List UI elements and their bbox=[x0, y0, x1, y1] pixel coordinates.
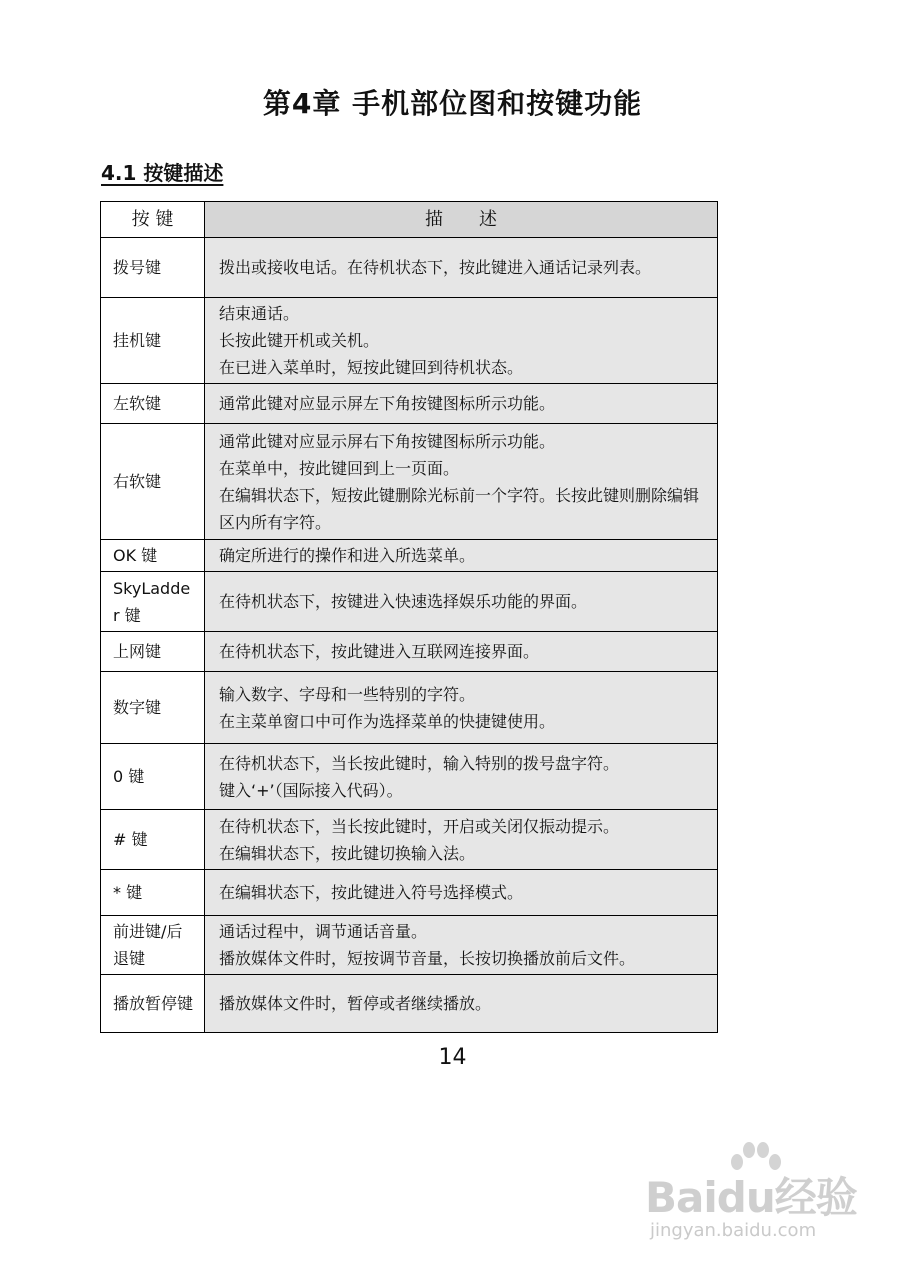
description-line: 键入‘+’（国际接入代码）。 bbox=[219, 780, 403, 800]
table-row bbox=[101, 298, 718, 384]
description-line: 通常此键对应显示屏右下角按键图标所示功能。 bbox=[219, 431, 556, 451]
description-line: 在待机状态下，按键进入快速选择娱乐功能的界面。 bbox=[219, 592, 588, 611]
description-line: 在主菜单窗口中可作为选择菜单的快捷键使用。 bbox=[219, 711, 556, 731]
key-description-cell bbox=[205, 975, 718, 1033]
description-line: 输入数字、字母和一些特别的字符。 bbox=[219, 684, 476, 704]
description-line: 在待机状态下，当长按此键时，输入特别的拨号盘字符。 bbox=[219, 753, 620, 773]
description-line: 播放媒体文件时，暂停或者继续播放。 bbox=[219, 994, 492, 1013]
key-name-cell: 上网键 bbox=[101, 632, 205, 672]
table-row bbox=[101, 744, 718, 810]
table-row bbox=[101, 540, 718, 572]
key-description-cell bbox=[205, 540, 718, 572]
description-line: 确定所进行的操作和进入所选菜单。 bbox=[219, 546, 476, 565]
key-name-cell: OK 键 bbox=[101, 540, 205, 572]
key-name-cell: # 键 bbox=[101, 810, 205, 870]
description-line: 播放媒体文件时，短按调节音量，长按切换播放前后文件。 bbox=[219, 949, 636, 968]
watermark bbox=[640, 1140, 860, 1250]
description-line: 拨出或接收电话。在待机状态下，按此键进入通话记录列表。 bbox=[219, 258, 652, 277]
table-header-row bbox=[101, 202, 718, 238]
key-description-cell bbox=[205, 572, 718, 632]
key-description-cell bbox=[205, 672, 718, 744]
description-line: 通话过程中，调节通话音量。 bbox=[219, 922, 428, 941]
key-name-cell: * 键 bbox=[101, 870, 205, 916]
table-row bbox=[101, 810, 718, 870]
description-line: 在待机状态下，当长按此键时，开启或关闭仅振动提示。 bbox=[219, 816, 620, 836]
key-name-cell: 右软键 bbox=[101, 424, 205, 540]
description-line: 在编辑状态下，按此键进入符号选择模式。 bbox=[219, 883, 524, 902]
table-row bbox=[101, 572, 718, 632]
section-heading: 4.1 按键描述 bbox=[101, 161, 224, 185]
header-key: 按 键 bbox=[101, 202, 205, 238]
key-name-cell: 数字键 bbox=[101, 672, 205, 744]
key-description-cell bbox=[205, 298, 718, 384]
key-description-cell bbox=[205, 916, 718, 975]
table-row bbox=[101, 975, 718, 1033]
description-line: 结束通话。 bbox=[219, 304, 300, 323]
description-line: 在已进入菜单时，短按此键回到待机状态。 bbox=[219, 358, 524, 377]
description-line: 在菜单中，按此键回到上一页面。 bbox=[219, 458, 460, 478]
key-description-cell bbox=[205, 384, 718, 424]
description-line: 在编辑状态下，按此键切换输入法。 bbox=[219, 843, 476, 863]
page-number: 14 bbox=[438, 1045, 467, 1070]
table-row bbox=[101, 916, 718, 975]
key-name-cell: 0 键 bbox=[101, 744, 205, 810]
key-description-cell bbox=[205, 238, 718, 298]
description-line: 在编辑状态下，短按此键删除光标前一个字符。长按此键则删除编辑区内所有字符。 bbox=[219, 485, 700, 532]
key-description-table bbox=[100, 201, 718, 1033]
key-description-cell bbox=[205, 424, 718, 540]
description-line: 在待机状态下，按此键进入互联网连接界面。 bbox=[219, 642, 540, 661]
table-row bbox=[101, 424, 718, 540]
watermark-brand: Baidu经验 bbox=[645, 1173, 857, 1222]
key-description-cell bbox=[205, 810, 718, 870]
table-row bbox=[101, 238, 718, 298]
key-description-cell bbox=[205, 744, 718, 810]
table-row bbox=[101, 672, 718, 744]
table-row bbox=[101, 384, 718, 424]
key-name-cell: 挂机键 bbox=[101, 298, 205, 384]
key-description-cell bbox=[205, 632, 718, 672]
table-row bbox=[101, 632, 718, 672]
description-line: 通常此键对应显示屏左下角按键图标所示功能。 bbox=[219, 394, 556, 413]
key-description-cell bbox=[205, 870, 718, 916]
watermark-url: jingyan.baidu.com bbox=[650, 1220, 817, 1241]
table-row bbox=[101, 870, 718, 916]
key-name-cell: SkyLadder 键 bbox=[101, 572, 205, 632]
key-name-cell: 左软键 bbox=[101, 384, 205, 424]
header-description: 描述 bbox=[205, 202, 718, 238]
key-name-cell: 拨号键 bbox=[101, 238, 205, 298]
chapter-title: 第4章 手机部位图和按键功能 bbox=[262, 87, 643, 120]
key-name-cell: 播放暂停键 bbox=[101, 975, 205, 1033]
description-line: 长按此键开机或关机。 bbox=[219, 331, 380, 350]
key-name-cell: 前进键/后退键 bbox=[101, 916, 205, 975]
